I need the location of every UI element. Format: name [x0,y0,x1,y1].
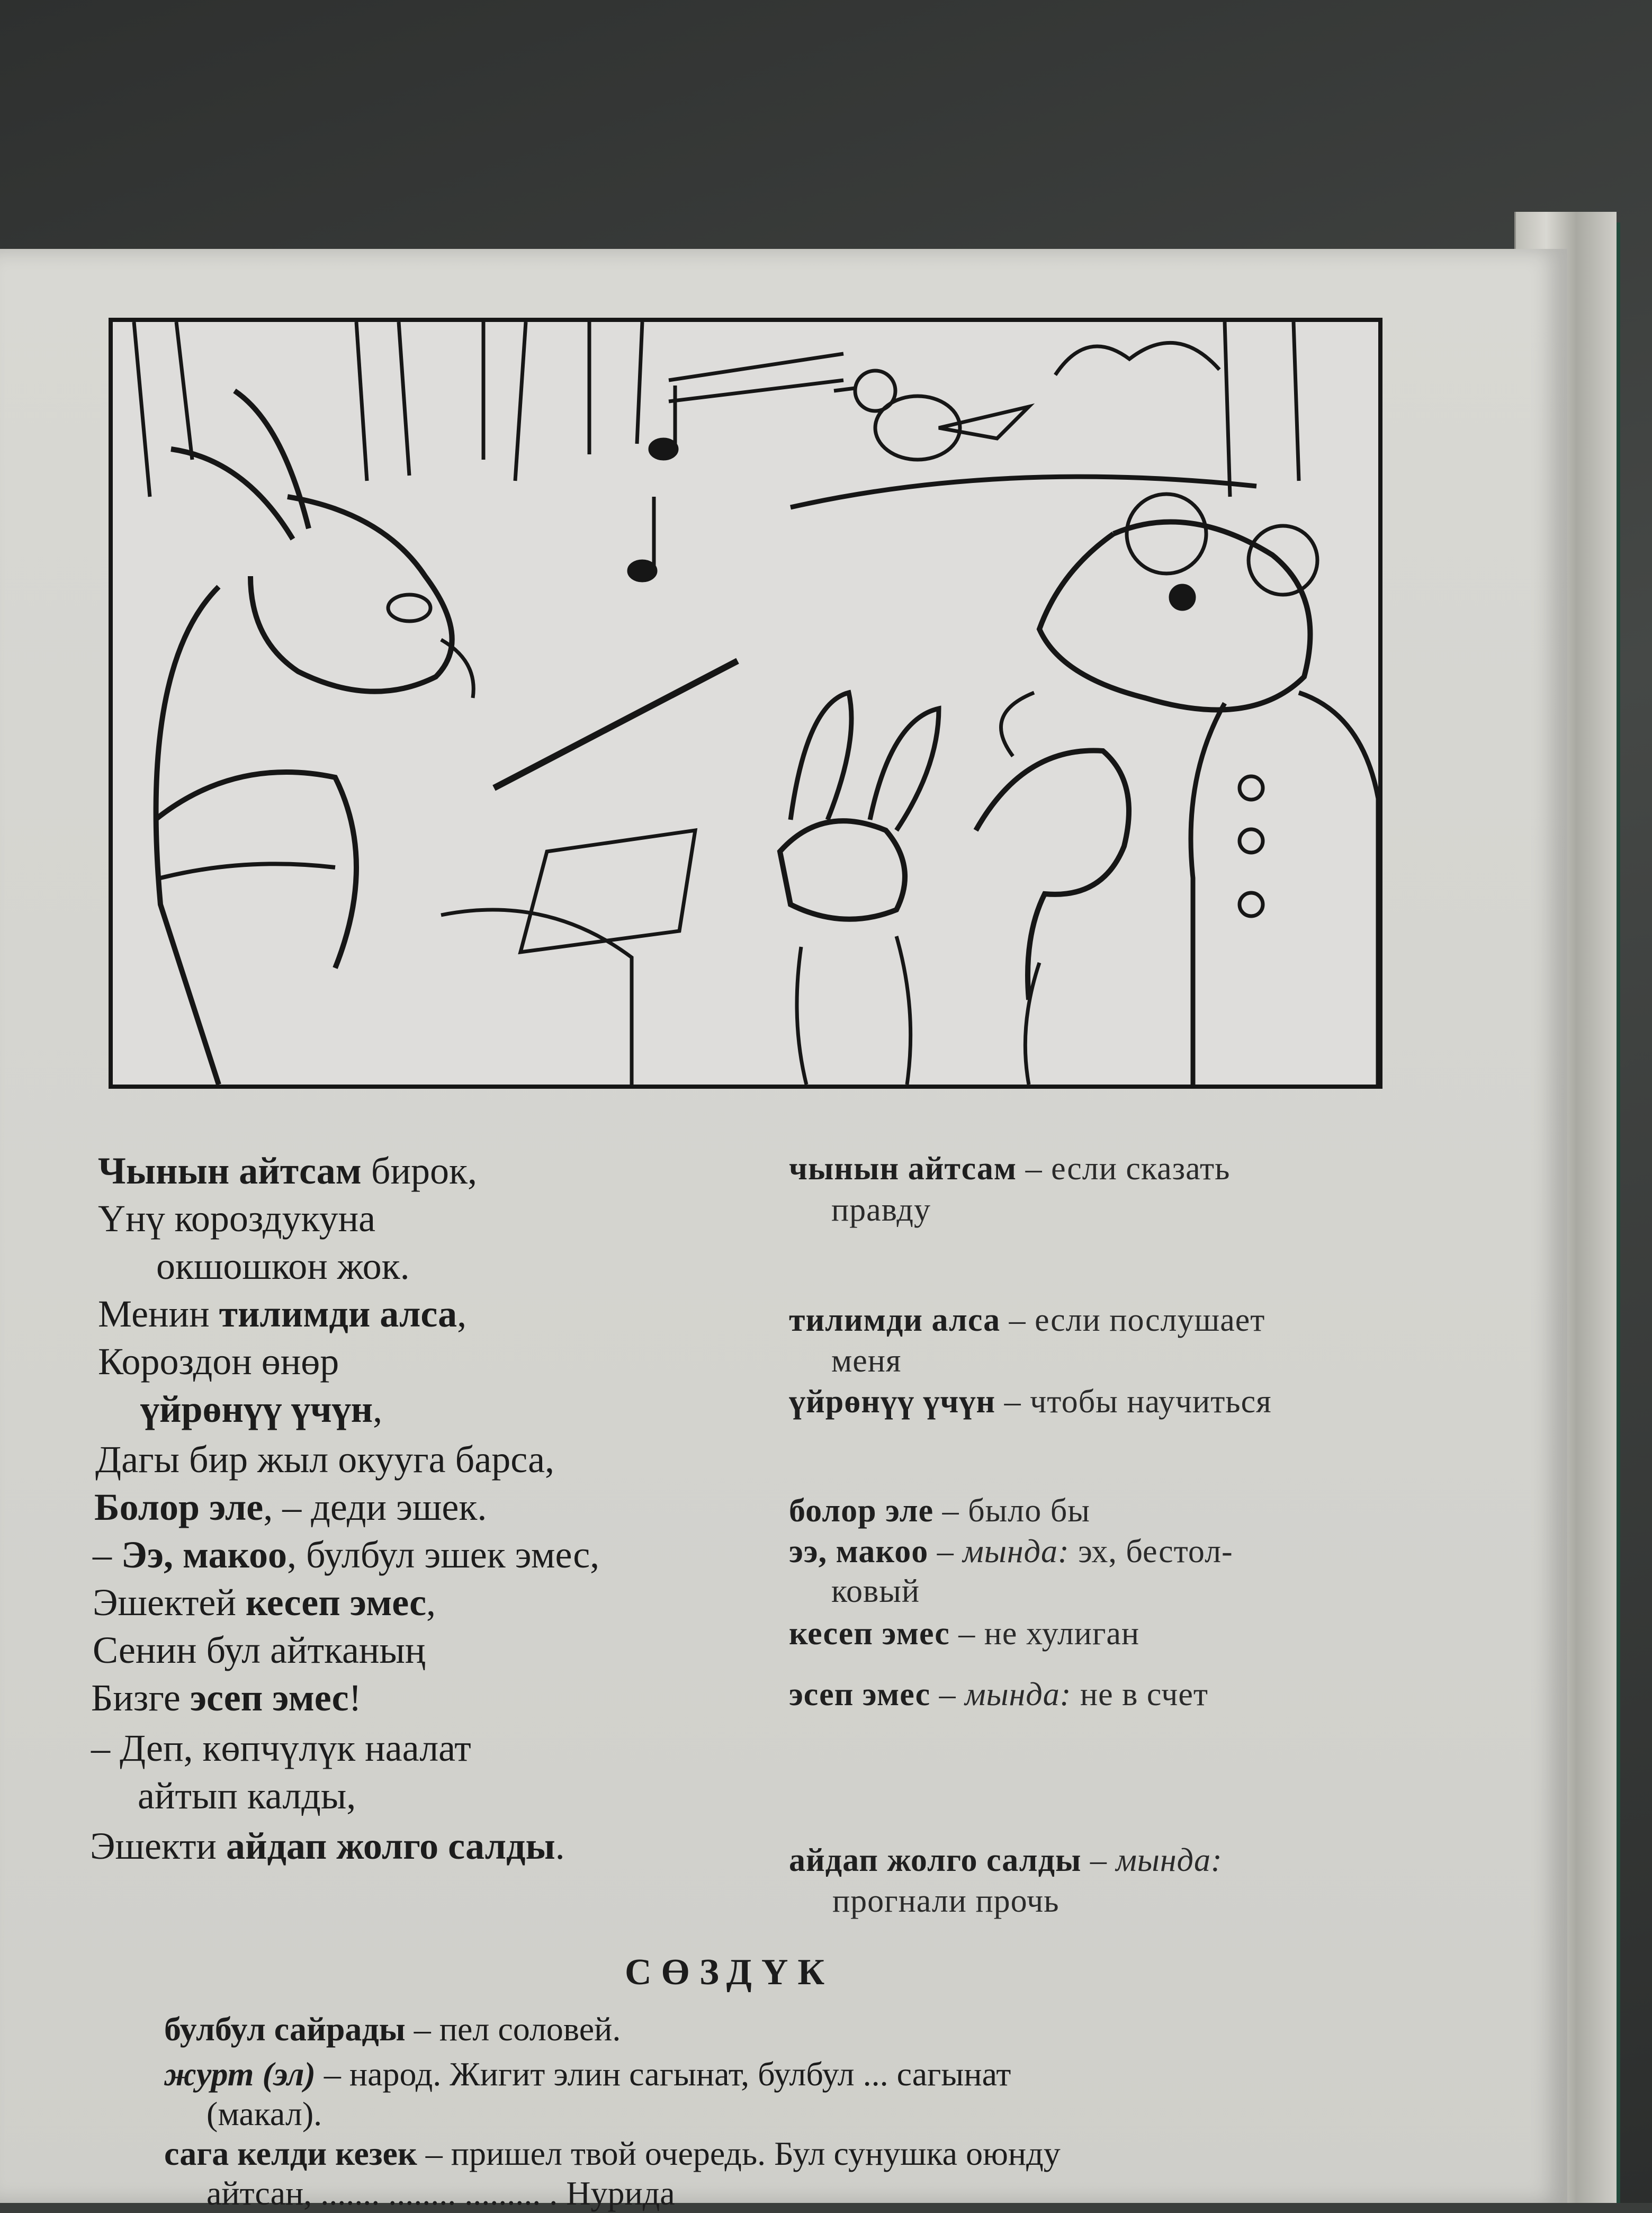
gloss-line: тилимди алса – если послушает [789,1302,1265,1338]
gloss-line: үйрөнүү үчүн – чтобы научиться [789,1384,1272,1420]
gloss-line: эсеп эмес – мында: не в счет [789,1677,1208,1713]
poem-line: Дагы бир жыл окууга барса, [95,1438,555,1481]
illustration-donkey-choir [109,318,1382,1089]
dictionary-title: СӨЗДҮК [625,1952,834,1993]
poem-line: Бизге эсеп эмес! [91,1677,362,1719]
poem-line: – Деп, көпчүлүк наалат [91,1727,471,1769]
gloss-line: правду [831,1192,931,1228]
dictionary-entry: булбул сайрады – пел соловей. [164,2010,621,2048]
dictionary-entry: айтсан, ....... ........ ......... . Нурида [206,2174,675,2212]
poem-line: Эшектей кесеп эмес, [93,1581,436,1624]
poem-line: айтып калды, [138,1775,356,1817]
poem-line: Сенин бул айтканың [93,1629,426,1671]
gloss-line: кесеп эмес – не хулиган [789,1616,1140,1652]
poem-line: окшошкон жок. [156,1245,410,1287]
dictionary-entry: сага келди кезек – пришел твой очередь. Бул сунушка оюнду [164,2135,1061,2172]
poem-line: Болор эле, – деди эшек. [94,1486,487,1528]
gloss-line: меня [831,1343,902,1379]
poem-line: үйрөнүү үчүн, [140,1388,383,1430]
gloss-line: ээ, макоо – мында: эх, бестол- [789,1534,1233,1570]
poem-line: – Ээ, макоо, булбул эшек эмес, [93,1534,600,1576]
dictionary-entry: журт (эл) – народ. Жигит элин сагынат, булбул ... сагынат [164,2055,1011,2093]
gloss-line: чынын айтсам – если сказать [789,1151,1231,1187]
poem-line: Үнү короздукуна [98,1197,376,1240]
poem-line: Эшекти айдап жолго салды. [90,1825,565,1867]
gloss-line: ковый [831,1573,920,1609]
gloss-line: болор эле – было бы [789,1493,1090,1529]
poem-line: Чынын айтсам бирок, [98,1150,478,1192]
illustration-drawing [113,322,1378,1085]
gloss-line: айдап жолго салды – мында: [789,1842,1223,1878]
dictionary-entry: (макал). [206,2095,322,2133]
poem-line: Короздон өнөр [98,1340,339,1383]
poem-line: Менин тилимди алса, [98,1293,467,1335]
gloss-line: прогнали прочь [832,1883,1060,1919]
